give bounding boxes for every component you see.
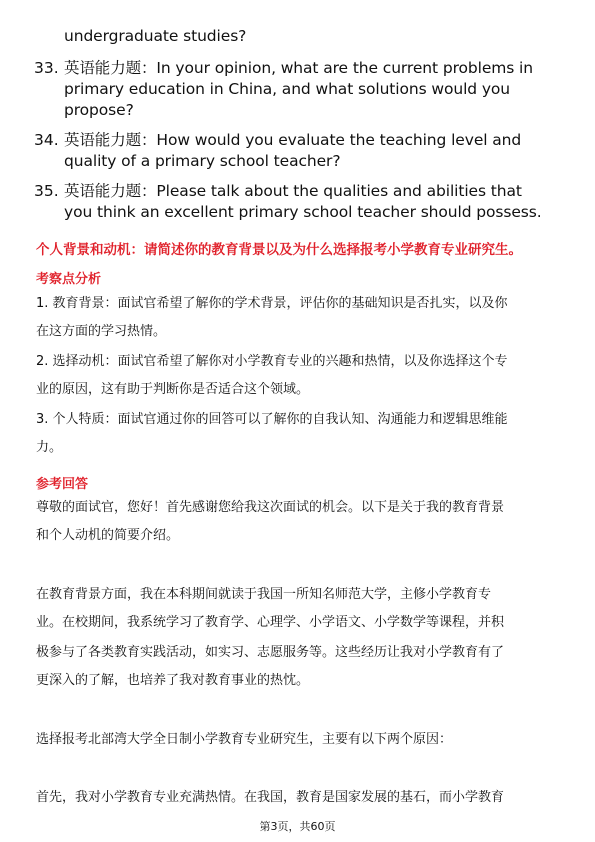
question-text-line: quality of a primary school teacher? [64,152,341,170]
question-text-line: 英语能力题：Please talk about the qualities and abilities that [64,182,522,200]
question-text-line: primary education in China, and what solutions would you [64,80,511,98]
analysis-line: 1. 教育背景：面试官希望了解你的学术背景，评估你的基础知识是否扎实，以及你 [36,296,508,311]
answer-line: 尊敬的面试官，您好！首先感谢您给我这次面试的机会。以下是关于我的教育背景 [36,500,505,515]
answer-line: 选择报考北部湾大学全日制小学教育专业研究生，主要有以下两个原因： [36,732,453,747]
section-title: 个人背景和动机：请简述你的教育背景以及为什么选择报考小学教育专业研究生。 [36,242,522,258]
answer-line: 业。在校期间，我系统学习了教育学、心理学、小学语文、小学数学等课程，并积 [36,615,505,630]
question-number: 34. [34,131,59,149]
analysis-heading: 考察点分析 [36,272,102,287]
analysis-line: 3. 个人特质：面试官通过你的回答可以了解你的自我认知、沟通能力和逻辑思维能 [36,412,508,427]
answer-line: 极参与了各类教育实践活动，如实习、志愿服务等。这些经历让我对小学教育有了 [36,645,505,660]
question-number: 33. [34,59,59,77]
answer-line: 在教育背景方面，我在本科期间就读于我国一所知名师范大学，主修小学教育专 [36,587,492,602]
question-text-line: 英语能力题：How would you evaluate the teaching level and [64,131,522,149]
question-number: 35. [34,182,59,200]
analysis-line: 在这方面的学习热情。 [36,324,167,339]
answer-line: 和个人动机的简要介绍。 [36,528,180,543]
question-text-line: 英语能力题：In your opinion, what are the current problems in [64,59,533,77]
analysis-line: 业的原因，这有助于判断你是否适合这个领域。 [36,382,310,397]
question-continuation: undergraduate studies? [64,27,247,45]
answer-heading: 参考回答 [36,477,89,492]
question-text-line: you think an excellent primary school teacher should possess. [64,203,542,221]
question-text-line: propose? [64,101,134,119]
page-footer: 第3页，共60页 [259,820,336,833]
answer-line: 更深入的了解，也培养了我对教育事业的热忱。 [36,673,310,688]
analysis-line: 力。 [36,440,63,455]
analysis-line: 2. 选择动机：面试官希望了解你对小学教育专业的兴趣和热情，以及你选择这个专 [36,354,508,369]
answer-line: 首先，我对小学教育专业充满热情。在我国，教育是国家发展的基石，而小学教育 [36,790,505,805]
